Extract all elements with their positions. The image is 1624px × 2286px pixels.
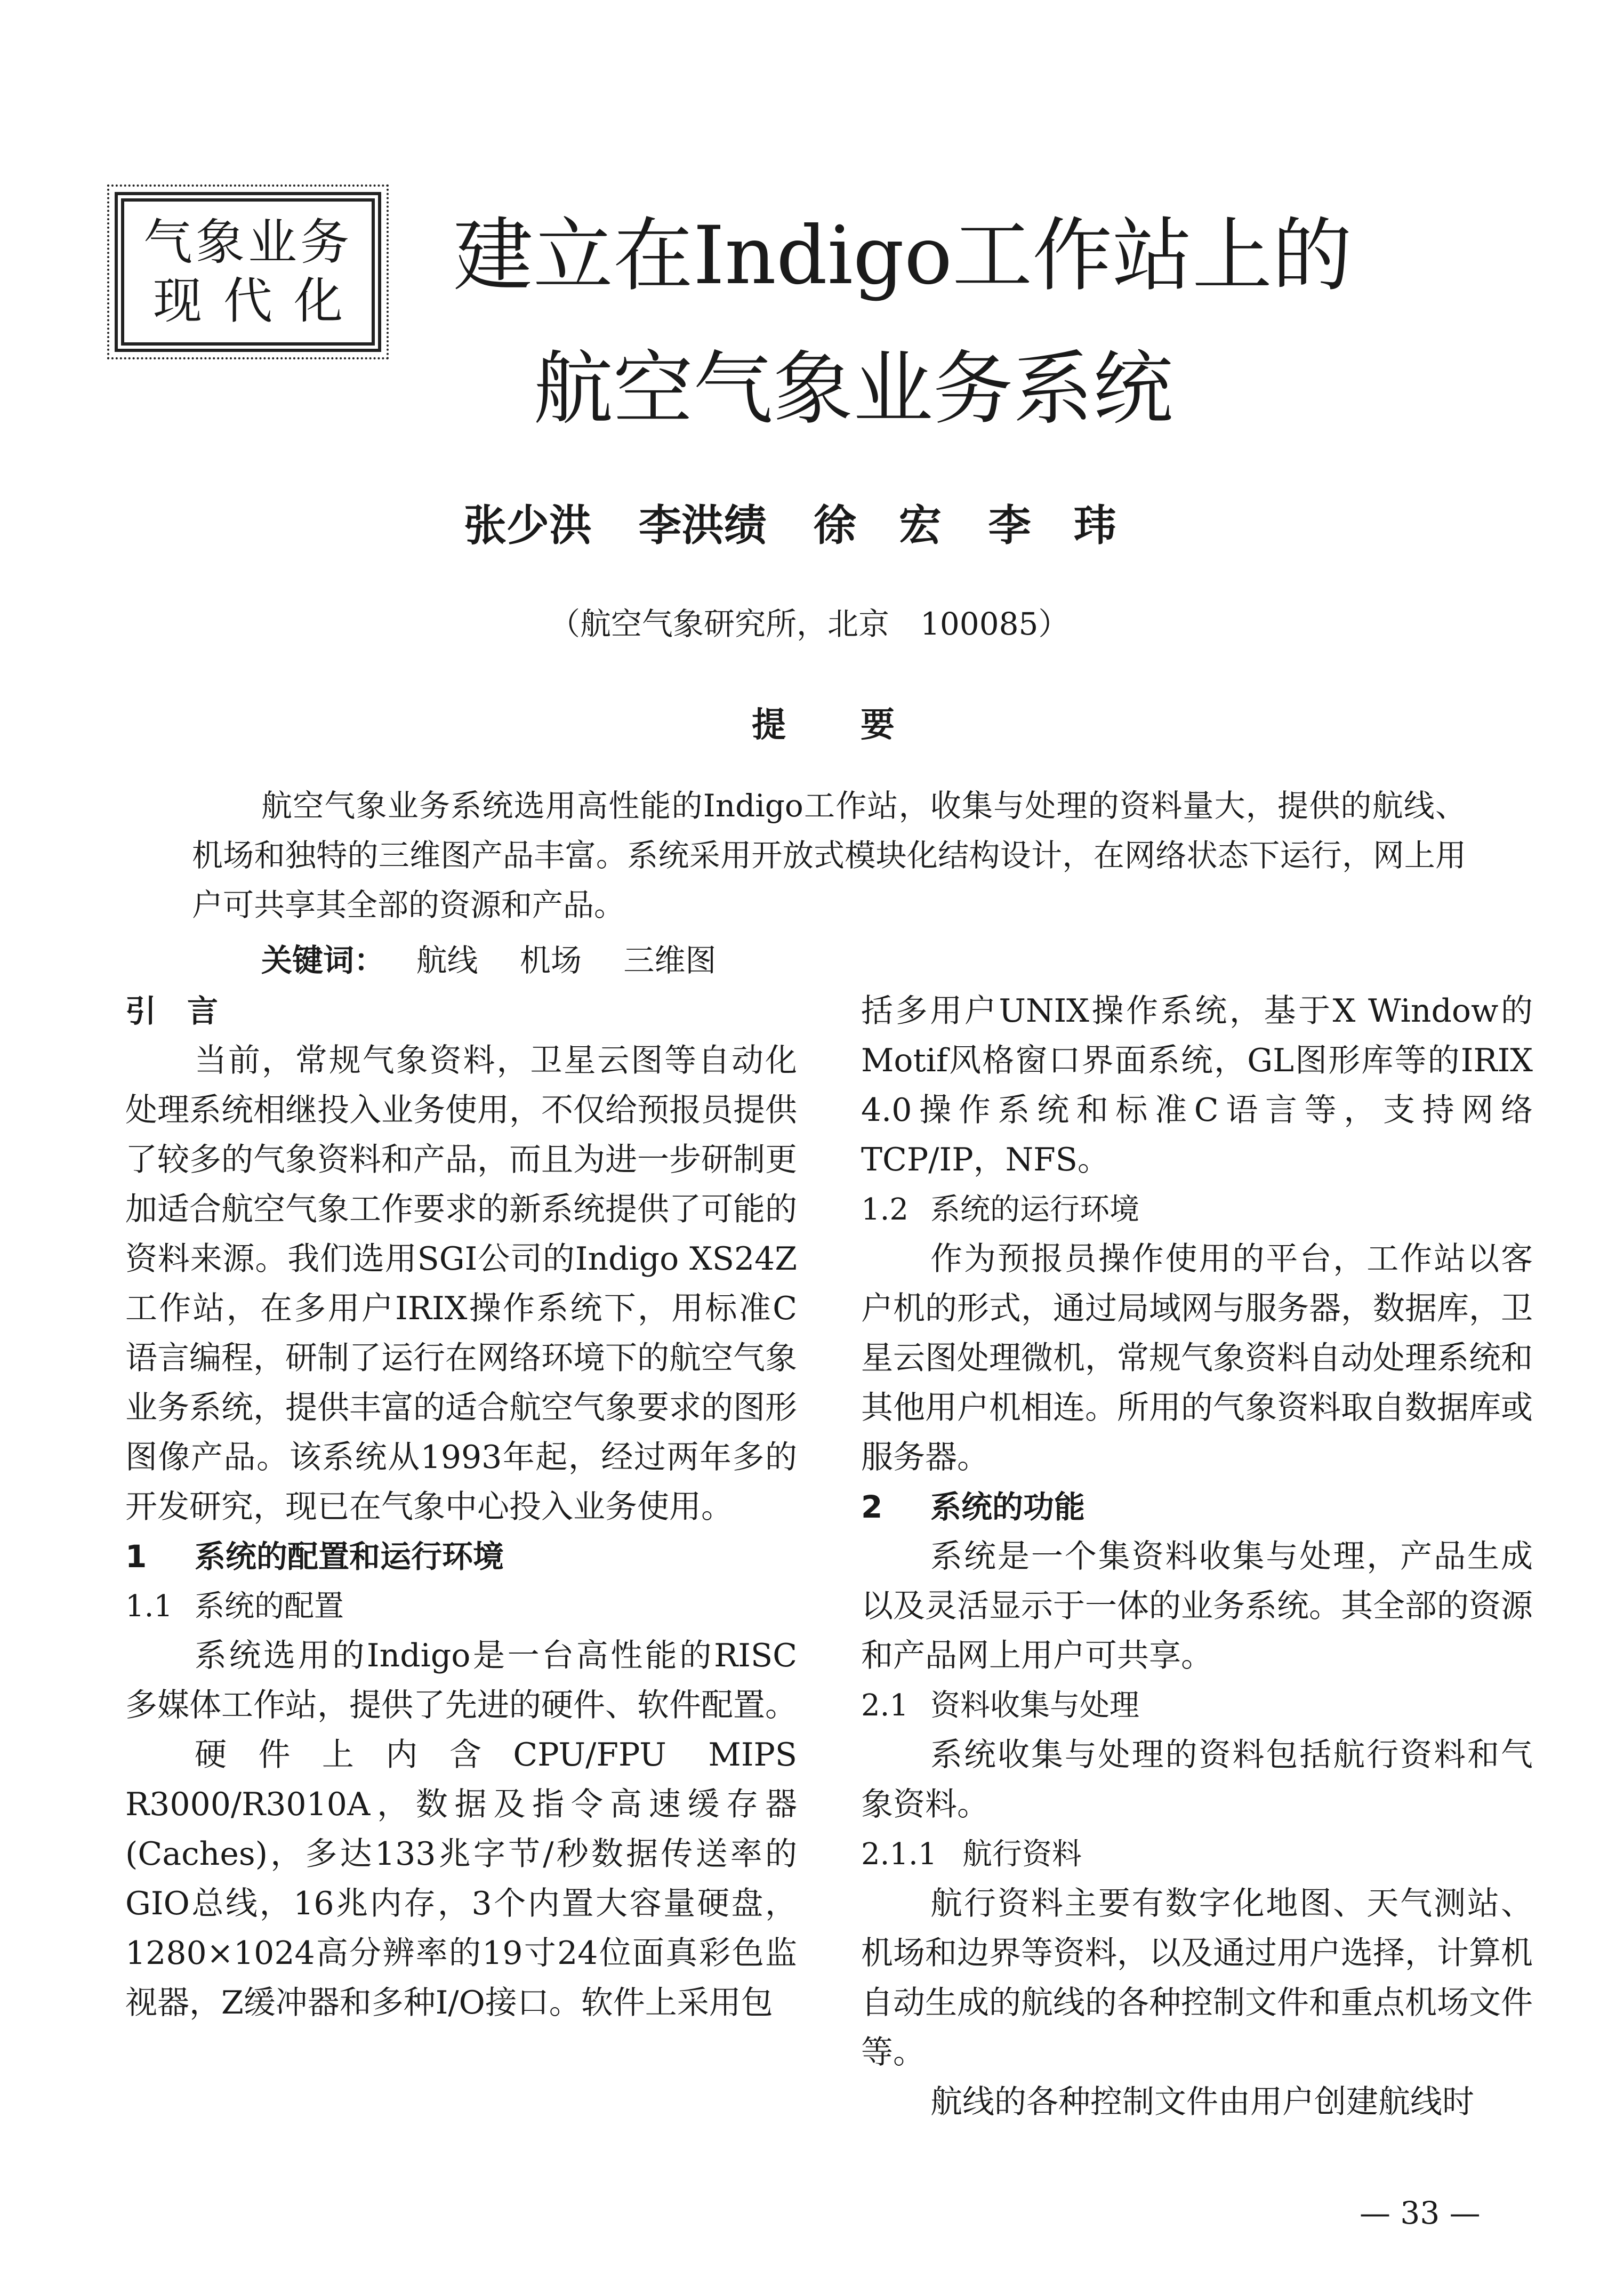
section-number: 2 [861,1489,883,1525]
right-column [861,986,1533,2127]
paragraph: 硬件上内含CPU/FPU MIPS R3000/R3010A，数据及指令高速缓存器(Caches)，多达133兆字节/秒数据传送率的GIO总线，16兆内存，3个内置大容量硬盘，1280×1024高分辨率的19寸24位面真彩色监视器，Z缓冲器和多种I/O接口。软件上采用包 [125,1736,797,2022]
author: 徐 宏 [813,500,942,550]
author: 李 玮 [988,500,1116,550]
author: 李洪绩 [638,500,767,550]
section-title: 系统的运行环境 [930,1192,1139,1227]
keywords-label: 关键词： [261,942,385,978]
section-title: 系统的配置 [195,1589,344,1624]
paragraph: 括多用户UNIX操作系统，基于X Window的Motif风格窗口界面系统，GL图形库等的IRIX 4.0操作系统和标准C语言等，支持网络TCP/IP，NFS。 [861,992,1533,1178]
section-heading-1 [125,1532,797,1582]
section-title: 系统的功能 [930,1489,1086,1525]
section-title: 系统的配置和运行环境 [195,1538,504,1575]
section-heading-intro: 引 言 [125,993,219,1029]
section-title: 航行资料 [962,1837,1082,1872]
column-badge [115,192,381,352]
section-title: 资料收集与处理 [930,1688,1139,1723]
section-number: 2.1 [861,1688,909,1723]
abstract-heading: 提要 [752,705,969,745]
paragraph: 作为预报员操作使用的平台，工作站以客户机的形式，通过局域网与服务器，数据库，卫星云图处理微机，常规气象资料自动处理系统和其他用户机相连。所用的气象资料取自数据库或服务器。 [861,1240,1533,1476]
paragraph: 系统收集与处理的资料包括航行资料和气象资料。 [861,1736,1533,1823]
title-line2: 航空气象业务系统 [533,343,1173,436]
author-list [464,499,1148,552]
section-number: 1.1 [125,1589,173,1624]
column-badge-line1: 气象业务 [143,214,352,271]
keyword: 三维图 [623,942,717,978]
page-number: — 33 — [1360,2195,1481,2231]
affiliation: （航空气象研究所，北京 100085） [549,606,1070,642]
section-number: 1.2 [861,1192,909,1227]
abstract-text: 航空气象业务系统选用高性能的Indigo工作站，收集与处理的资料量大，提供的航线、机场和独特的三维图产品丰富。系统采用开放式模块化结构设计，在网络状态下运行，网上用户可共享其全部的资源和产品。 [192,788,1466,923]
section-number: 1 [125,1538,147,1575]
subsection-heading-2-1-1 [861,1830,1533,1879]
intro-paragraph: 当前，常规气象资料，卫星云图等自动化处理系统相继投入业务使用，不仅给预报员提供了较多的气象资料和产品，而且为进一步研制更加适合航空气象工作要求的新系统提供了可能的资料来源。我们选用SGI公司的Indigo XS24Z工作站，在多用户IRIX操作系统下，用标准C语言编程，研制了运行在网络环境下的航空气象业务系统，提供丰富的适合航空气象要求的图形图像产品。该系统从1993年起，经过两年多的开发研究，现已在气象中心投入业务使用。 [125,1042,797,1526]
keywords [261,936,748,985]
subsection-heading-1-1 [125,1582,797,1631]
subsection-heading-2-1 [861,1681,1533,1730]
section-number: 2.1.1 [861,1837,937,1872]
subsection-heading-1-2 [861,1185,1533,1234]
paragraph: 航行资料主要有数字化地图、天气测站、机场和边界等资料，以及通过用户选择，计算机自动生成的航线的各种控制文件和重点机场文件等。 [861,1885,1533,2071]
section-heading-2 [861,1482,1533,1532]
paragraph: 系统选用的Indigo是一台高性能的RISC多媒体工作站，提供了先进的硬件、软件配置。 [125,1637,797,1724]
keyword: 航线 [416,942,478,978]
paragraph: 系统是一个集资料收集与处理，产品生成以及灵活显示于一体的业务系统。其全部的资源和产品网上用户可共享。 [861,1538,1533,1674]
paragraph: 航线的各种控制文件由用户创建航线时 [930,2083,1474,2121]
column-badge-line2: 现代化 [152,272,364,330]
title-line1: 建立在Indigo工作站上的 [453,210,1353,302]
keyword: 机场 [519,942,582,978]
author: 张少洪 [464,500,592,550]
left-column [125,986,797,2028]
